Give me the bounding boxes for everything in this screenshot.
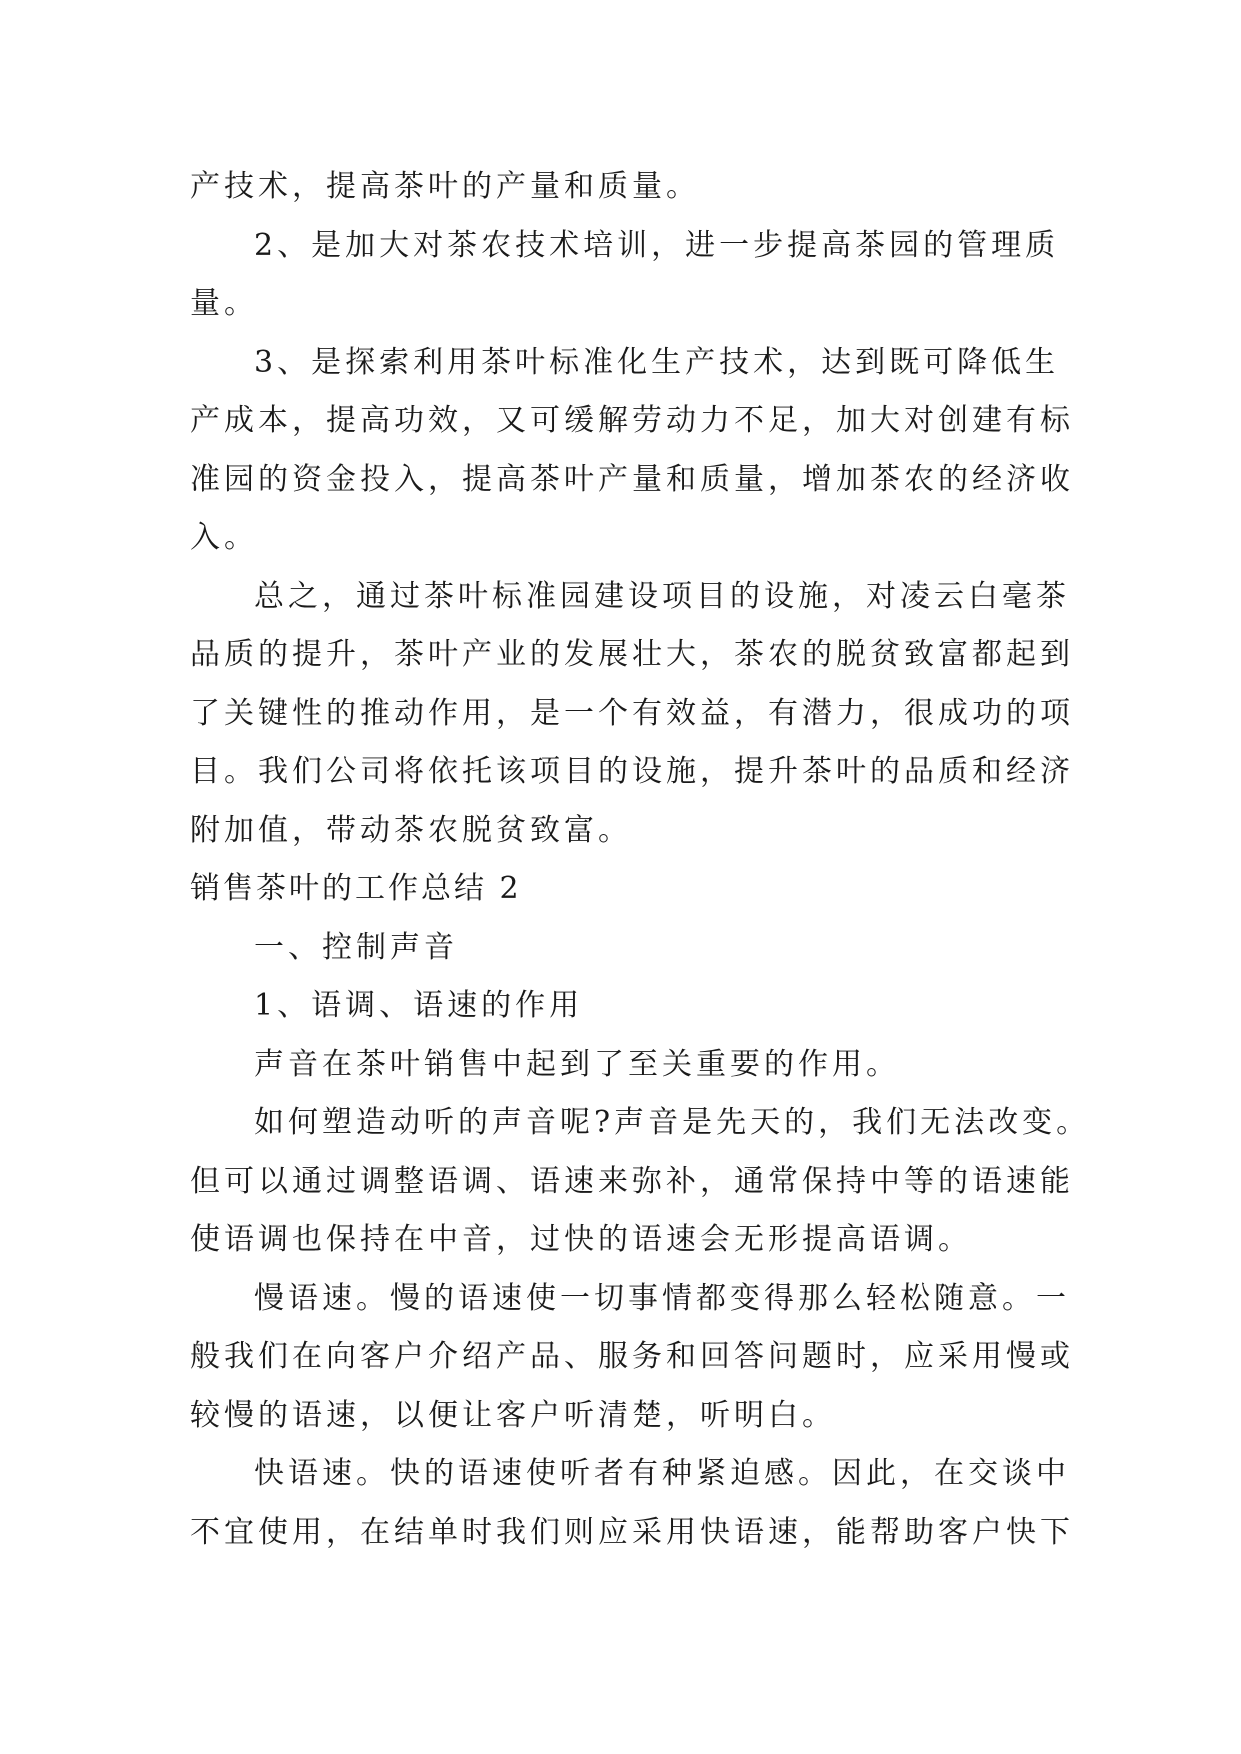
text-line: 快语速。快的语速使听者有种紧迫感。因此，在交谈中 xyxy=(254,1456,1070,1491)
text-line: 声音在茶叶销售中起到了至关重要的作用。 xyxy=(254,1046,900,1082)
text-line: 附加值，带动茶农脱贫致富。 xyxy=(190,812,632,848)
text-line: 产成本，提高功效，又可缓解劳动力不足，加大对创建有标 xyxy=(190,403,1074,438)
text-line: 品质的提升，茶叶产业的发展壮大，茶农的脱贫致富都起到 xyxy=(190,637,1074,672)
text-line: 但可以通过调整语调、语速来弥补，通常保持中等的语速能 xyxy=(190,1163,1074,1199)
text-line: 般我们在向客户介绍产品、服务和回答问题时，应采用慢或 xyxy=(190,1339,1074,1374)
text-line: 量。 xyxy=(190,286,258,321)
document-body xyxy=(190,158,1091,1562)
text-line: 如何塑造动听的声音呢?声音是先天的，我们无法改变。 xyxy=(254,1105,1091,1140)
text-line: 2、是加大对茶农技术培训，进一步提高茶园的管理质 xyxy=(254,227,1060,263)
text-line: 入。 xyxy=(190,520,258,555)
section-heading: 销售茶叶的工作总结 2 xyxy=(190,871,522,906)
text-line: 一、控制声音 xyxy=(254,929,458,965)
text-line: 使语调也保持在中音，过快的语速会无形提高语调。 xyxy=(190,1222,972,1257)
text-line: 总之，通过茶叶标准园建设项目的设施，对凌云白毫茶 xyxy=(254,578,1070,614)
text-line: 1、语调、语速的作用 xyxy=(254,988,584,1023)
text-line: 慢语速。慢的语速使一切事情都变得那么轻松随意。一 xyxy=(254,1280,1070,1316)
text-line: 了关键性的推动作用，是一个有效益，有潜力，很成功的项 xyxy=(190,695,1074,731)
text-line: 3、是探索利用茶叶标准化生产技术，达到既可降低生 xyxy=(254,344,1060,380)
text-line: 产技术，提高茶叶的产量和质量。 xyxy=(190,169,700,204)
text-line: 较慢的语速，以便让客户听清楚，听明白。 xyxy=(190,1397,836,1433)
text-line: 目。我们公司将依托该项目的设施，提升茶叶的品质和经济 xyxy=(190,754,1074,789)
text-line: 不宜使用，在结单时我们则应采用快语速，能帮助客户快下 xyxy=(190,1514,1074,1550)
text-line: 准园的资金投入，提高茶叶产量和质量，增加茶农的经济收 xyxy=(190,461,1074,497)
